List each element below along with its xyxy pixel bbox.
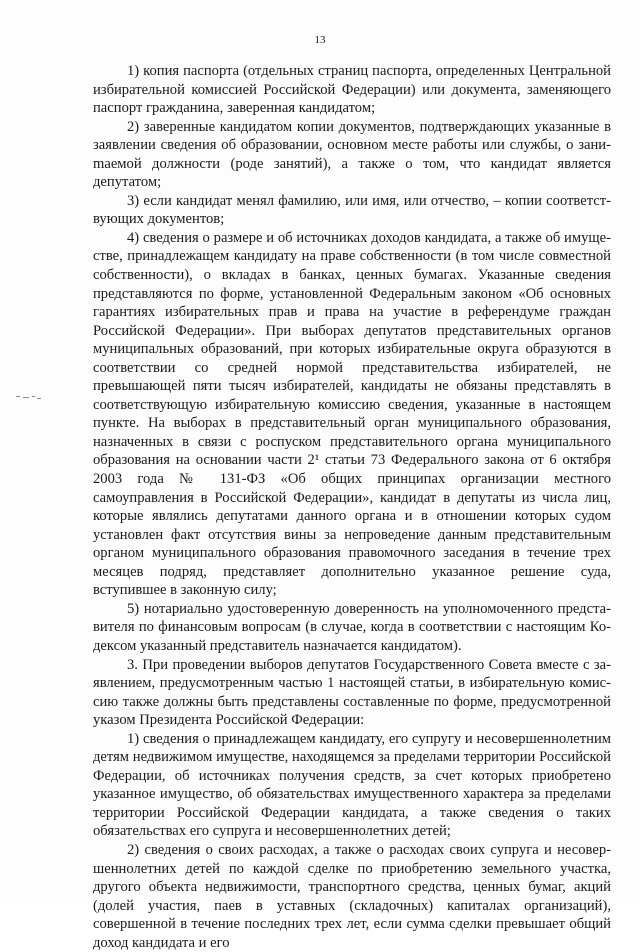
scan-artifact: [16, 394, 42, 402]
paragraph-state-council-elections: 3. При проведении выборов депутатов Государственного Совета вместе с заявлением, предусмотренным частью 1 настоящей статьи, в избирательную комиссию также должны быть представлены составленные по форме, предусмотренной указом Президента Российской Федерации:: [93, 656, 611, 729]
paragraph-foreign-property: 1) сведения о принадлежащем кандидату, его супругу и несовершеннолетним детям недвижимом имуществе, находящемся за пределами территории Российской Федерации, об источниках получения средств, за счет которых приобретено указанное имущество, об обязательствах имущественного характера за пределами территории Российской Федерации кандидата, а также сведения о таких обязательствах его супруга и несовершеннолетних детей;: [93, 730, 611, 840]
paragraph-name-change: 3) если кандидат менял фамилию, или имя, или отчество, – копии соответствующих документов;: [93, 192, 611, 228]
paragraph-power-of-attorney: 5) нотариально удостоверенную доверенность на уполномоченного представителя по финансовым вопросам (в случае, когда в соответствии с настоящим Кодексом указанный представитель назначается кандидатом).: [93, 600, 611, 654]
paragraph-education-documents: 2) заверенные кандидатом копии документов, подтверждающих указанные в заявлении сведения об образовании, основном месте работы или службы, о заниmаемой должности (роде занятий), а также о том, что кандидат является депутатом;: [93, 118, 611, 191]
paragraph-expenses: 2) сведения о своих расходах, а также о расходах своих супруга и несовершеннолетних детей по каждой сделке по приобретению земельного участка, другого объекта недвижимости, транспортного средства, ценных бумаг, акций (долей участия, паев в уставных (складочных) капиталах организаций), совершенной в течение последних трех лет, если сумма сделки превышает общий доход кандидата и его: [93, 841, 611, 951]
paragraph-passport-copy: 1) копия паспорта (отдельных страниц паспорта, определенных Центральной избирательной комиссией Российской Федерации) или документа, заменяющего паспорт гражданина, заверенная кандидатом;: [93, 63, 611, 117]
paragraph-income-property: 4) сведения о размере и об источниках доходов кандидата, а также об имуществе, принадлежащем кандидату на праве собственности (в том числе совместной собственности), о вкладах в банках, ценных бумагах. Указанные сведения представляются по форме, установленной Федеральным законом «Об основных гарантиях избирательных прав и права на участие в референдуме граждан Российской Федерации». При выборах депутатов представительных органов муниципальных образований, при которых избирательные округа образуются в соответствии со средней нормой представительства избирателей, не превышающей пяти тысяч избирателей, кандидаты не обязаны представлять в соответствующую избирательную комиссию сведения, указанные в настоящем пункте. На выборах в представительный орган муниципального образования, назначенных в связи с роспуском представительного органа муниципального образования на основании части 2¹ статьи 73 Федерального закона от 6 октября 2003 года № 131-ФЗ «Об общих принципах организации местного самоуправления в Российской Федерации», кандидат в депутаты из числа лиц, которые являлись депутатами данного органа и в отношении которых судом установлен факт отсутствия вины за непроведение данным представительным органом муниципального образования правомочного заседания в течение трех месяцев подряд, представляет дополнительно указанное решение суда, вступившее в законную силу;: [93, 229, 611, 599]
page-number: 13: [314, 34, 326, 46]
document-body: [93, 62, 611, 952]
